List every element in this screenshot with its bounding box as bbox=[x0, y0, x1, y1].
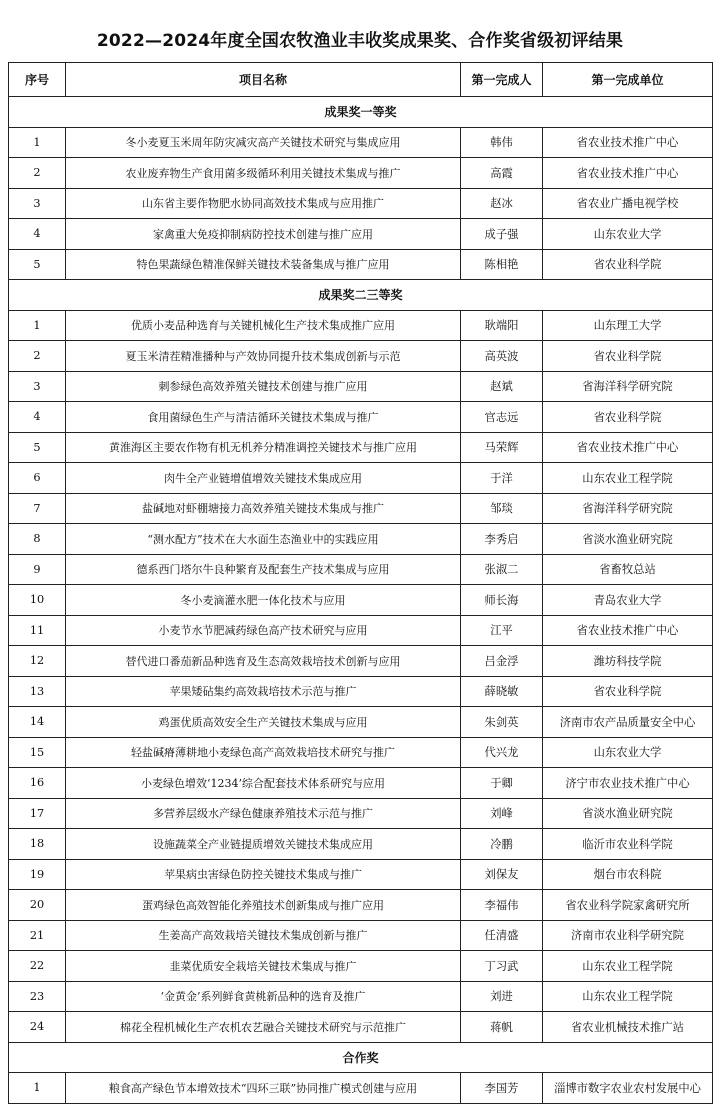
table-row bbox=[9, 219, 713, 250]
table-row bbox=[9, 341, 713, 372]
table-row bbox=[9, 951, 713, 982]
row-project-name: 冬小麦夏玉米周年防灾减灾高产关键技术研究与集成应用 bbox=[66, 127, 461, 158]
row-index: 4 bbox=[9, 402, 66, 433]
table-row bbox=[9, 615, 713, 646]
row-index: 1 bbox=[9, 1073, 66, 1104]
row-first-person: 吕金浮 bbox=[461, 646, 543, 677]
row-first-person: 李秀启 bbox=[461, 524, 543, 555]
row-project-name: 优质小麦品种选育与关键机械化生产技术集成推广应用 bbox=[66, 310, 461, 341]
table-header-row bbox=[9, 63, 713, 97]
table-row bbox=[9, 707, 713, 738]
table-row bbox=[9, 463, 713, 494]
row-first-person: 李国芳 bbox=[461, 1073, 543, 1104]
table-row bbox=[9, 249, 713, 280]
row-first-person: 任清盛 bbox=[461, 920, 543, 951]
row-index: 1 bbox=[9, 310, 66, 341]
row-first-unit: 省畜牧总站 bbox=[543, 554, 713, 585]
row-project-name: 德系西门塔尔牛良种繁育及配套生产技术集成与应用 bbox=[66, 554, 461, 585]
table-row bbox=[9, 585, 713, 616]
row-first-unit: 省农业科学院 bbox=[543, 341, 713, 372]
row-first-person: 官志远 bbox=[461, 402, 543, 433]
row-index: 9 bbox=[9, 554, 66, 585]
row-index: 10 bbox=[9, 585, 66, 616]
row-index: 5 bbox=[9, 249, 66, 280]
row-first-unit: 省农业技术推广中心 bbox=[543, 615, 713, 646]
table-row bbox=[9, 829, 713, 860]
row-project-name: 蛋鸡绿色高效智能化养殖技术创新集成与推广应用 bbox=[66, 890, 461, 921]
row-project-name: 小麦绿色增效‘1234’综合配套技术体系研究与应用 bbox=[66, 768, 461, 799]
row-index: 2 bbox=[9, 158, 66, 189]
row-index: 21 bbox=[9, 920, 66, 951]
row-first-unit: 山东农业工程学院 bbox=[543, 981, 713, 1012]
table-row bbox=[9, 646, 713, 677]
header-index: 序号 bbox=[9, 63, 66, 97]
table-row bbox=[9, 859, 713, 890]
row-first-person: 朱剑英 bbox=[461, 707, 543, 738]
row-index: 5 bbox=[9, 432, 66, 463]
row-first-unit: 烟台市农科院 bbox=[543, 859, 713, 890]
row-first-person: 马荣辉 bbox=[461, 432, 543, 463]
row-index: 3 bbox=[9, 371, 66, 402]
row-first-unit: 省农业技术推广中心 bbox=[543, 432, 713, 463]
table-row bbox=[9, 524, 713, 555]
row-first-unit: 省农业技术推广中心 bbox=[543, 158, 713, 189]
row-first-person: 邹琰 bbox=[461, 493, 543, 524]
row-project-name: 食用菌绿色生产与清洁循环关键技术集成与推广 bbox=[66, 402, 461, 433]
row-first-person: 蒋帆 bbox=[461, 1012, 543, 1043]
table-row bbox=[9, 158, 713, 189]
row-project-name: 黄淮海区主要农作物有机无机养分精准调控关键技术与推广应用 bbox=[66, 432, 461, 463]
row-first-person: 成子强 bbox=[461, 219, 543, 250]
row-project-name: 轻盐碱瘠薄耕地小麦绿色高产高效栽培技术研究与推广 bbox=[66, 737, 461, 768]
header-first-unit: 第一完成单位 bbox=[543, 63, 713, 97]
table-row bbox=[9, 981, 713, 1012]
table-row bbox=[9, 371, 713, 402]
row-first-person: 刘进 bbox=[461, 981, 543, 1012]
row-index: 20 bbox=[9, 890, 66, 921]
row-first-unit: 淄博市数字农业农村发展中心 bbox=[543, 1073, 713, 1104]
row-project-name: 韭菜优质安全栽培关键技术集成与推广 bbox=[66, 951, 461, 982]
row-first-unit: 济宁市农业技术推广中心 bbox=[543, 768, 713, 799]
row-first-person: 师长海 bbox=[461, 585, 543, 616]
row-index: 13 bbox=[9, 676, 66, 707]
row-index: 12 bbox=[9, 646, 66, 677]
section-header-row bbox=[9, 1042, 713, 1073]
row-first-person: 冷鹏 bbox=[461, 829, 543, 860]
row-index: 2 bbox=[9, 341, 66, 372]
table-row bbox=[9, 1012, 713, 1043]
row-index: 19 bbox=[9, 859, 66, 890]
table-row bbox=[9, 310, 713, 341]
row-index: 15 bbox=[9, 737, 66, 768]
row-project-name: 小麦节水节肥减药绿色高产技术研究与应用 bbox=[66, 615, 461, 646]
row-first-person: 高英波 bbox=[461, 341, 543, 372]
row-first-person: 于洋 bbox=[461, 463, 543, 494]
row-index: 4 bbox=[9, 219, 66, 250]
results-table bbox=[8, 62, 713, 1104]
section-label: 成果奖二三等奖 bbox=[9, 280, 713, 311]
row-first-unit: 青岛农业大学 bbox=[543, 585, 713, 616]
row-project-name: 替代进口番茄新品种选育及生态高效栽培技术创新与应用 bbox=[66, 646, 461, 677]
row-project-name: 冬小麦滴灌水肥一体化技术与应用 bbox=[66, 585, 461, 616]
row-first-person: 代兴龙 bbox=[461, 737, 543, 768]
row-project-name: 粮食高产绿色节本增效技术“四环三联”协同推广模式创建与应用 bbox=[66, 1073, 461, 1104]
row-index: 6 bbox=[9, 463, 66, 494]
row-first-person: 李福伟 bbox=[461, 890, 543, 921]
row-first-person: 薛晓敏 bbox=[461, 676, 543, 707]
table-row bbox=[9, 188, 713, 219]
row-first-unit: 山东农业大学 bbox=[543, 737, 713, 768]
row-project-name: 农业废弃物生产食用菌多级循环利用关键技术集成与推广 bbox=[66, 158, 461, 189]
row-index: 17 bbox=[9, 798, 66, 829]
row-first-unit: 省农业广播电视学校 bbox=[543, 188, 713, 219]
row-project-name: 特色果蔬绿色精准保鲜关键技术装备集成与推广应用 bbox=[66, 249, 461, 280]
row-first-unit: 济南市农业科学研究院 bbox=[543, 920, 713, 951]
row-index: 1 bbox=[9, 127, 66, 158]
table-row bbox=[9, 737, 713, 768]
row-project-name: 鸡蛋优质高效安全生产关键技术集成与应用 bbox=[66, 707, 461, 738]
table-row bbox=[9, 432, 713, 463]
row-first-unit: 省农业科学院家禽研究所 bbox=[543, 890, 713, 921]
row-project-name: 设施蔬菜全产业链提质增效关键技术集成应用 bbox=[66, 829, 461, 860]
row-project-name: ‘金黄金’系列鲜食黄桃新品种的选育及推广 bbox=[66, 981, 461, 1012]
row-first-person: 刘保友 bbox=[461, 859, 543, 890]
row-index: 23 bbox=[9, 981, 66, 1012]
row-first-unit: 山东理工大学 bbox=[543, 310, 713, 341]
row-project-name: 多营养层级水产绿色健康养殖技术示范与推广 bbox=[66, 798, 461, 829]
row-project-name: 刺参绿色高效养殖关键技术创建与推广应用 bbox=[66, 371, 461, 402]
row-project-name: 肉牛全产业链增值增效关键技术集成应用 bbox=[66, 463, 461, 494]
row-index: 7 bbox=[9, 493, 66, 524]
table-row bbox=[9, 798, 713, 829]
row-first-person: 于卿 bbox=[461, 768, 543, 799]
row-project-name: 苹果病虫害绿色防控关键技术集成与推广 bbox=[66, 859, 461, 890]
header-project-name: 项目名称 bbox=[66, 63, 461, 97]
row-first-unit: 省淡水渔业研究院 bbox=[543, 524, 713, 555]
row-first-unit: 济南市农产品质量安全中心 bbox=[543, 707, 713, 738]
table-row bbox=[9, 890, 713, 921]
row-first-person: 陈相艳 bbox=[461, 249, 543, 280]
row-first-unit: 潍坊科技学院 bbox=[543, 646, 713, 677]
table-body bbox=[9, 97, 713, 1104]
table-row bbox=[9, 920, 713, 951]
row-first-unit: 省海洋科学研究院 bbox=[543, 371, 713, 402]
row-first-unit: 省农业科学院 bbox=[543, 676, 713, 707]
row-project-name: 生姜高产高效栽培关键技术集成创新与推广 bbox=[66, 920, 461, 951]
section-label: 成果奖一等奖 bbox=[9, 97, 713, 128]
table-row bbox=[9, 1073, 713, 1104]
row-index: 8 bbox=[9, 524, 66, 555]
row-first-person: 丁习武 bbox=[461, 951, 543, 982]
table-row bbox=[9, 676, 713, 707]
row-first-unit: 省海洋科学研究院 bbox=[543, 493, 713, 524]
row-project-name: 山东省主要作物肥水协同高效技术集成与应用推广 bbox=[66, 188, 461, 219]
table-row bbox=[9, 768, 713, 799]
row-index: 24 bbox=[9, 1012, 66, 1043]
row-first-unit: 山东农业工程学院 bbox=[543, 951, 713, 982]
row-index: 11 bbox=[9, 615, 66, 646]
row-first-unit: 省农业机械技术推广站 bbox=[543, 1012, 713, 1043]
row-first-person: 耿端阳 bbox=[461, 310, 543, 341]
row-first-person: 高霞 bbox=[461, 158, 543, 189]
row-first-unit: 省农业科学院 bbox=[543, 402, 713, 433]
row-index: 14 bbox=[9, 707, 66, 738]
row-index: 3 bbox=[9, 188, 66, 219]
row-first-person: 江平 bbox=[461, 615, 543, 646]
row-first-person: 刘峰 bbox=[461, 798, 543, 829]
row-first-person: 赵斌 bbox=[461, 371, 543, 402]
table-row bbox=[9, 493, 713, 524]
section-header-row bbox=[9, 280, 713, 311]
row-project-name: 棉花全程机械化生产农机农艺融合关键技术研究与示范推广 bbox=[66, 1012, 461, 1043]
row-first-unit: 省农业技术推广中心 bbox=[543, 127, 713, 158]
section-header-row bbox=[9, 97, 713, 128]
page-title: 2022—2024年度全国农牧渔业丰收奖成果奖、合作奖省级初评结果 bbox=[96, 31, 624, 51]
row-first-person: 张淑二 bbox=[461, 554, 543, 585]
row-first-unit: 省农业科学院 bbox=[543, 249, 713, 280]
row-first-unit: 临沂市农业科学院 bbox=[543, 829, 713, 860]
row-project-name: 夏玉米清茬精准播种与产效协同提升技术集成创新与示范 bbox=[66, 341, 461, 372]
row-first-unit: 省淡水渔业研究院 bbox=[543, 798, 713, 829]
row-first-unit: 山东农业工程学院 bbox=[543, 463, 713, 494]
row-project-name: “测水配方”技术在大水面生态渔业中的实践应用 bbox=[66, 524, 461, 555]
row-first-unit: 山东农业大学 bbox=[543, 219, 713, 250]
table-row bbox=[9, 402, 713, 433]
header-first-person: 第一完成人 bbox=[461, 63, 543, 97]
table-row bbox=[9, 127, 713, 158]
section-label: 合作奖 bbox=[9, 1042, 713, 1073]
table-row bbox=[9, 554, 713, 585]
row-index: 16 bbox=[9, 768, 66, 799]
row-index: 22 bbox=[9, 951, 66, 982]
row-project-name: 苹果矮砧集约高效栽培技术示范与推广 bbox=[66, 676, 461, 707]
row-first-person: 赵冰 bbox=[461, 188, 543, 219]
row-first-person: 韩伟 bbox=[461, 127, 543, 158]
row-index: 18 bbox=[9, 829, 66, 860]
row-project-name: 盐碱地对虾棚塘接力高效养殖关键技术集成与推广 bbox=[66, 493, 461, 524]
row-project-name: 家禽重大免疫抑制病防控技术创建与推广应用 bbox=[66, 219, 461, 250]
